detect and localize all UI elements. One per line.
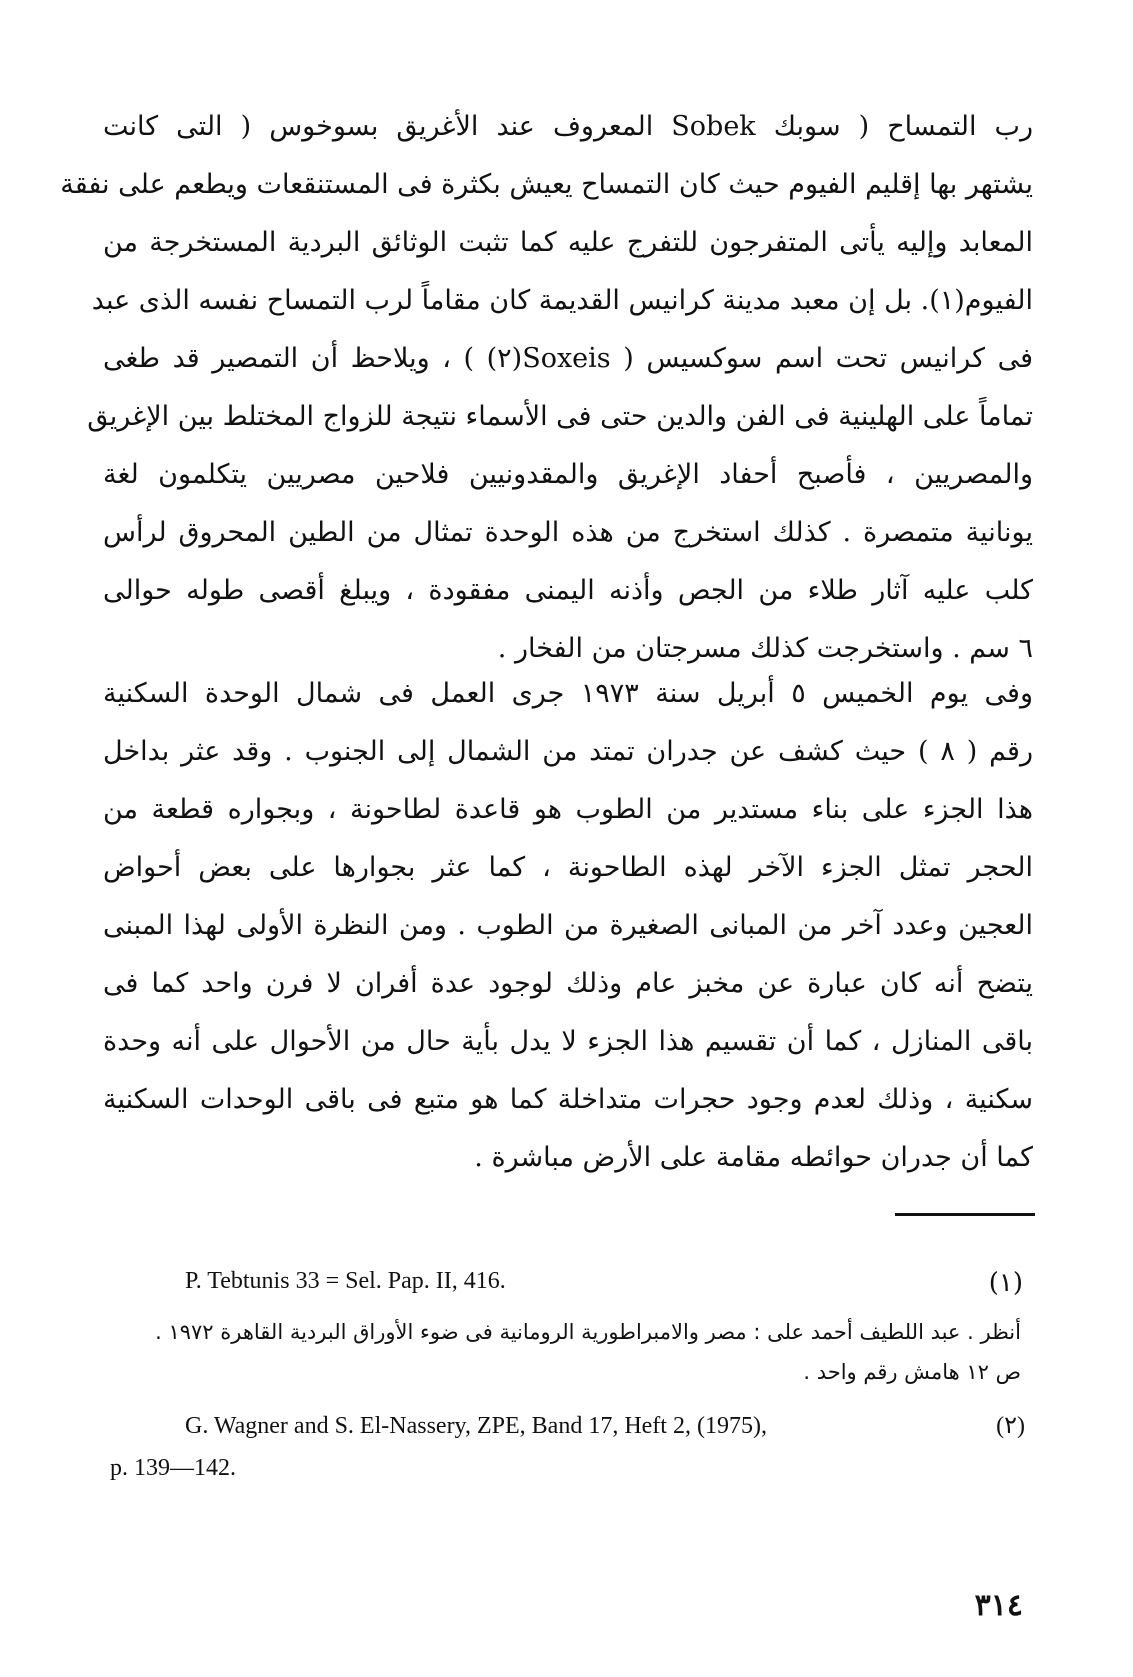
text-line: رقم ( ٨ ) حيث كشف عن جدران تمتد من الشمال إلى الجنوب . وقد عثر بداخل (103, 736, 1033, 767)
body-paragraph-1 (60, 98, 1033, 678)
text-line: رب التمساح ( سوبك Sobek المعروف عند الأغريق بسوخوس ( التى كانت (103, 111, 1033, 142)
footnote-1-arabic (91, 1312, 1021, 1392)
body-paragraph-2 (103, 665, 1033, 1187)
page-number: ٣١٤ (974, 1588, 1023, 1623)
text-line: تماماً على الهلينية فى الفن والدين حتى فى الأسماء نتيجة للزواج المختلط بين الإغريق (87, 401, 1033, 432)
text-line: كما أن جدران حوائطه مقامة على الأرض مباشرة . (474, 1142, 1033, 1173)
text-line: الفيوم(١). بل إن معبد مدينة كرانيس القديمة كان مقاماً لرب التمساح نفسه الذى عبد (91, 285, 1033, 316)
text-line: فى كرانيس تحت اسم سوكسيس ( Soxeis(٢) ) ، ويلاحظ أن التمصير قد طغى (103, 343, 1033, 374)
text-line: هذا الجزء على بناء مستدير من الطوب هو قاعدة لطاحونة ، وبجواره قطعة من (103, 794, 1033, 825)
text-line: يتضح أنه كان عبارة عن مخبز عام وذلك لوجود عدة أفران لا فرن واحد كما فى (103, 968, 1033, 999)
footnote-1-number: (١) (988, 1268, 1023, 1298)
text-line: والمصريين ، فأصبح أحفاد الإغريق والمقدونيين فلاحين مصريين يتكلمون لغة (103, 459, 1033, 490)
text-line: الحجر تمثل الجزء الآخر لهذه الطاحونة ، كما عثر بجوارها على بعض أحواض (103, 852, 1033, 883)
text-line: ٦ سم . واستخرجت كذلك مسرجتان من الفخار . (497, 633, 1033, 664)
footnote-1-arabic-line-1: أنظر . عبد اللطيف أحمد على : مصر والامبراطورية الرومانية فى ضوء الأوراق البردية القاهرة ١٩٧٢ . (155, 1320, 1021, 1344)
text-line: العجين وعدد آخر من المبانى الصغيرة من الطوب . ومن النظرة الأولى لهذا المبنى (103, 910, 1033, 941)
text-line: سكنية ، وذلك لعدم وجود حجرات متداخلة كما هو متبع فى باقى الوحدات السكنية (103, 1084, 1033, 1115)
footnote-1-arabic-line-2: ص ١٢ هامش رقم واحد . (803, 1360, 1021, 1384)
footnote-2-line-2: p. 139—142. (110, 1455, 236, 1481)
footnote-2 (110, 1405, 1025, 1489)
footnote-1-reference: P. Tebtunis 33 = Sel. Pap. II, 416. (185, 1268, 506, 1294)
text-line: باقى المنازل ، كما أن تقسيم هذا الجزء لا يدل بأية حال من الأحوال على أنه وحدة (103, 1026, 1033, 1057)
text-line: يشتهر بها إقليم الفيوم حيث كان التمساح يعيش بكثرة فى المستنقعات ويطعم على نفقة (60, 169, 1033, 200)
text-line: وفى يوم الخميس ٥ أبريل سنة ١٩٧٣ جرى العمل فى شمال الوحدة السكنية (103, 678, 1033, 709)
text-line: كلب عليه آثار طلاء من الجص وأذنه اليمنى مفقودة ، ويبلغ أقصى طوله حوالى (103, 575, 1033, 606)
footnote-separator (895, 1213, 1035, 1216)
footnote-2-line-1: G. Wagner and S. El-Nassery, ZPE, Band 17, Heft 2, (1975), (185, 1413, 767, 1439)
text-line: يونانية متمصرة . كذلك استخرج من هذه الوحدة تمثال من الطين المحروق لرأس (103, 517, 1033, 548)
text-line: المعابد وإليه يأتى المتفرجون للتفرج عليه كما تثبت الوثائق البردية المستخرجة من (103, 227, 1033, 258)
footnote-2-number: (٢) (996, 1413, 1025, 1439)
